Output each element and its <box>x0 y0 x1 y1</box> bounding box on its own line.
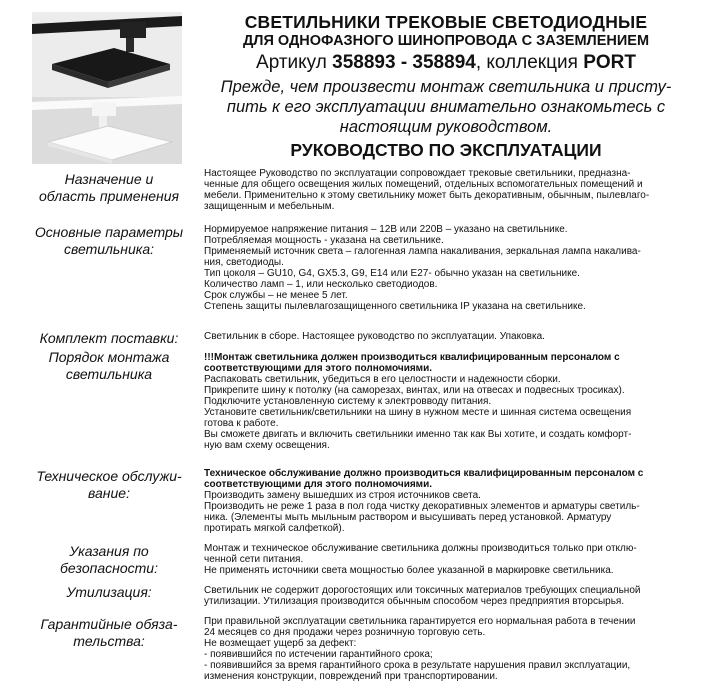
warning-line-1: Прежде, чем произвести монтаж светильника и присту- <box>220 78 672 96</box>
track-light-illustration <box>32 12 182 164</box>
section-label: Техническое обслужи- вание: <box>36 468 182 501</box>
document-header <box>190 12 702 161</box>
title-line-1: СВЕТИЛЬНИКИ ТРЕКОВЫЕ СВЕТОДИОДНЫЕ <box>244 12 648 32</box>
section-body: При правильной эксплуатации светильника гарантируется его нормальная работа в течении 24 месяцев со дня продажи через розничную торговую сеть. Не возмещает ущерб за дефект: - появившийся по истечении гарантийного срока; - появившийся за время гарантийного срока в результате нарушения правил эксплуатации, изменения конструкции, повреждений при транспортировании. <box>204 616 636 682</box>
section-body: Нормируемое напряжение питания – 12В или 220В – указано на светильнике. Потребляемая мощность - указана на светильнике. Применяемый источник света – галогенная лампа накаливания, зеркальная лампа накалива- ния, светодиоды. Тип цоколя – GU10, G4, GX5.3, G9, E14 или E27- обычно указан на светильнике. Количество ламп – 1, или несколько светодиодов. Срок службы – не менее 5 лет. Степень защиты пылевлагозащищенного светильника IP указана на светильнике. <box>204 224 641 312</box>
section-label: Комплект поставки: <box>39 330 179 346</box>
section-body: Техническое обслуживание должно производиться квалифицированным персоналом с соответствующими для этого полномочиями. Производить замену вышедших из строя источников света. Производить не реже 1 раза в пол года чистку декоративных элементов и арматуры светиль- ника. (Элементы мыть мыльным раствором и высушивать перед установкой. Арматуру протирать мягкой салфеткой). <box>204 468 644 534</box>
section-label: Основные параметры светильника: <box>34 224 184 257</box>
section-label: Гарантийные обяза- тельства: <box>40 616 178 649</box>
warning-note <box>190 77 702 137</box>
section-label: Указания по безопасности: <box>60 543 158 576</box>
warning-line-3: настоящим руководством. <box>339 118 553 136</box>
product-photo <box>32 12 182 164</box>
article-line <box>190 51 702 75</box>
section-body: Светильник не содержит дорогостоящих или токсичных материалов требующих специальной утилизации. Утилизация производится обычным способом через предприятия вторсырья. <box>204 585 641 607</box>
section-label: Утилизация: <box>66 584 152 600</box>
collection-prefix: , коллекция <box>475 52 584 73</box>
section-label: Назначение и область применения <box>38 171 180 204</box>
article-prefix: Артикул <box>256 52 333 73</box>
title-line-2: ДЛЯ ОДНОФАЗНОГО ШИНОПРОВОДА С ЗАЗЕМЛЕНИЕМ <box>242 33 650 49</box>
collection-name: PORT <box>583 52 636 73</box>
section-body: Светильник в сборе. Настоящее руководство по эксплуатации. Упаковка. <box>204 331 545 342</box>
section-body: Настоящее Руководство по эксплуатации сопровождает трековые светильники, предназна- ченные для общего освещения жилых помещений, отдельных вспомогательных помещений и мебели. Применительно к этому светильнику может быть декоративным, обычным, пылевлаго- защищенным и мебельным. <box>204 168 650 212</box>
section-label: Порядок монтажа светильника <box>48 349 170 382</box>
section-body: Монтаж и техническое обслуживание светильника должны производиться только при отклю- ченной сети питания. Не применять источники света мощностью более указанной в маркировке светильника. <box>204 543 637 576</box>
section-body: !!!Монтаж светильника должен производиться квалифицированным персоналом с соответствующими для этого полномочиями. Распаковать светильник, убедиться в его целостности и надежности сборки. Прикрепите шину к потолку (на саморезах, винтах, или на отвесах и подвесных тросиках). Подключите установленную систему к электровводу питания. Установите светильник/светильники на шину в нужном месте и шинная система освещения готова к работе. Вы сможете двигать и включить светильники именно так как Вы хотите, и создать комфорт- ную вам схему освещения. <box>204 352 632 451</box>
warning-line-2: пить к его эксплуатации внимательно ознакомьтесь с <box>226 98 666 116</box>
article-numbers: 358893 - 358894 <box>332 52 476 73</box>
manual-title: РУКОВОДСТВО ПО ЭКСПЛУАТАЦИИ <box>290 140 602 160</box>
